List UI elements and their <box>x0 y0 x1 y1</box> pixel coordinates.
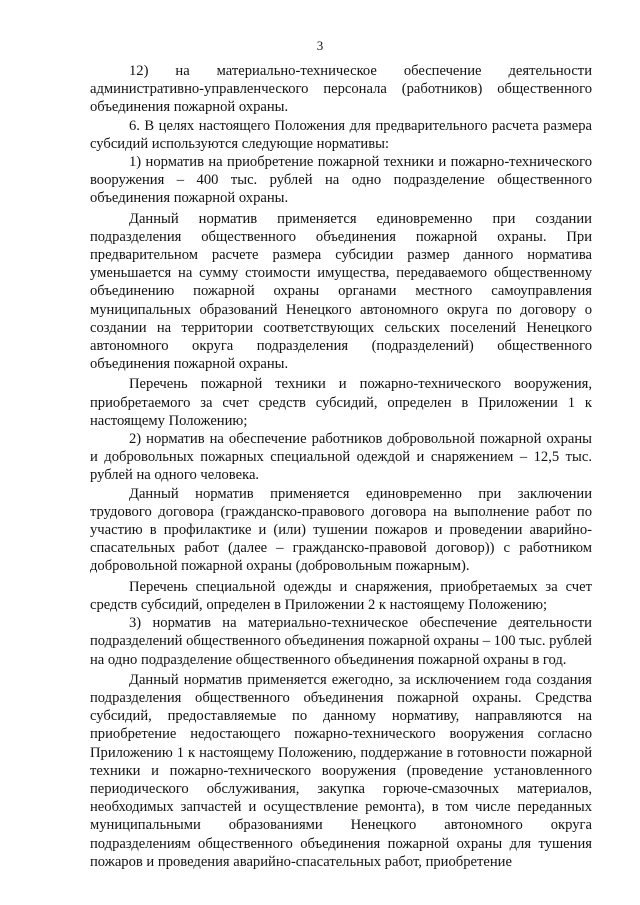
paragraph-norm-2: 2) норматив на обеспечение работников добровольной пожарной охраны и добровольных пожарных специальной одеждой и снаряжением – 12,5 тыс. рублей на одного человека. <box>90 431 592 484</box>
paragraph-norm-1-details: Данный норматив применяется единовременно при создании подразделения общественного объединения пожарной охраны. При предварительном расчете размера субсидии размер данного норматива уменьшается на сумму стоимости имущества, передаваемого общественному объединению пожарной охраны органами местного самоуправления муниципальных образований Ненецкого автономного округа по договору о создании на территории соответствующих сельских поселений Ненецкого автономного округа подразделения (подразделений) общественного объединения пожарной охраны. <box>90 210 592 373</box>
paragraph-norm-1: 1) норматив на приобретение пожарной техники и пожарно-технического вооружения – 400 тыс. рублей на одно подразделение общественного объединения пожарной охраны. <box>90 154 592 207</box>
paragraph-norm-3-details: Данный норматив применяется ежегодно, за исключением года создания подразделения общественного объединения пожарной охраны. Средства субсидий, предоставляемые по данному нормативу, направляются на приобретение недостающего пожарно-технического вооружения согласно Приложению 1 к настоящему Положению, поддержание в готовности пожарной техники и пожарно-технического вооружения (проведение установленного периодического обслуживания, закупка горюче-смазочных материалов, необходимых запчастей и осуществление ремонта), в том числе переданных муниципальными образованиями Ненецкого автономного округа подразделениям общественного объединения пожарной охраны для тушения пожаров и проведения аварийно-спасательных работ, приобретение <box>90 671 592 870</box>
document-body <box>90 62 592 871</box>
paragraph-section-6: 6. В целях настоящего Положения для предварительного расчета размера субсидий используются следующие нормативы: <box>90 117 592 152</box>
paragraph-appendix-2-reference: Перечень специальной одежды и снаряжения, приобретаемых за счет средств субсидий, определен в Приложении 2 к настоящему Положению; <box>90 578 592 613</box>
paragraph-norm-2-details: Данный норматив применяется единовременно при заключении трудового договора (гражданско-правового договора на выполнение работ по участию в профилактике и (или) тушении пожаров и проведении аварийно-спасательных работ (далее – гражданско-правовой договор)) с работником добровольной пожарной охраны (добровольным пожарным). <box>90 485 592 575</box>
paragraph-appendix-1-reference: Перечень пожарной техники и пожарно-технического вооружения, приобретаемого за счет средств субсидий, определен в Приложении 1 к настоящему Положению; <box>90 376 592 429</box>
paragraph-item-12: 12) на материально-техническое обеспечение деятельности административно-управленческого персонала (работников) общественного объединения пожарной охраны. <box>90 63 592 116</box>
paragraph-norm-3: 3) норматив на материально-техническое обеспечение деятельности подразделений общественного объединения пожарной охраны – 100 тыс. рублей на одно подразделение общественного объединения пожарной охраны в год. <box>90 615 592 668</box>
page-number: 3 <box>316 38 324 53</box>
